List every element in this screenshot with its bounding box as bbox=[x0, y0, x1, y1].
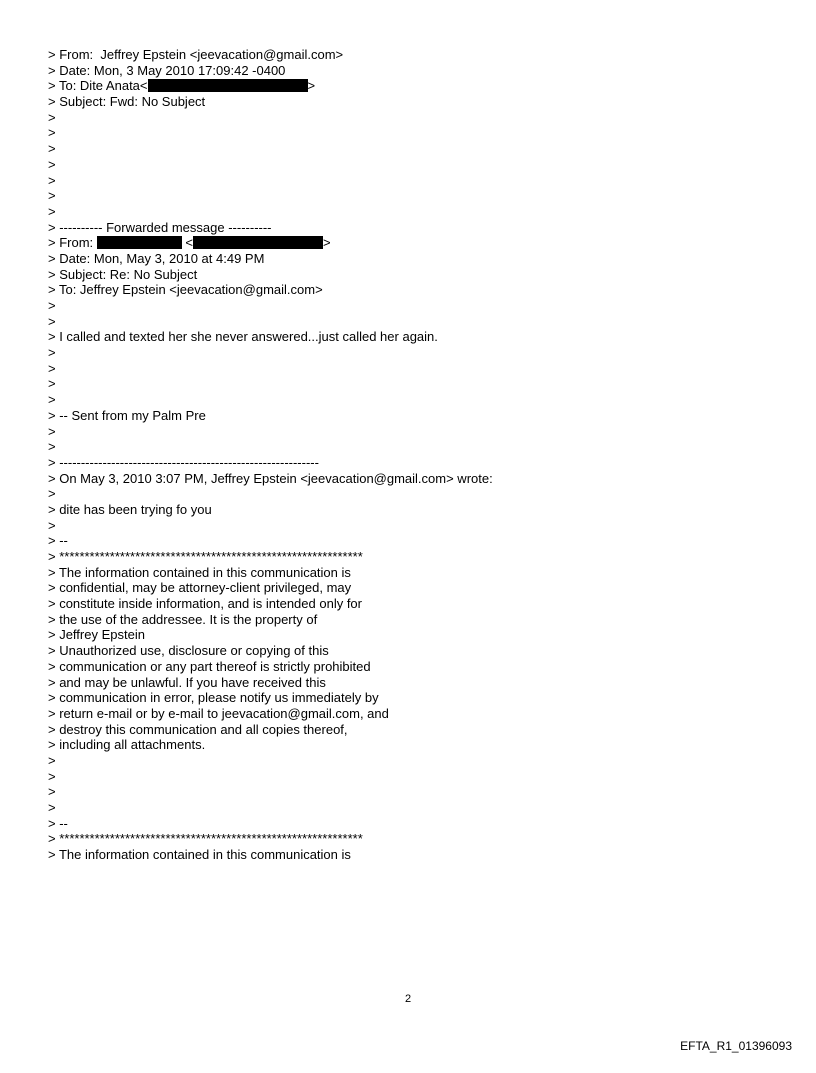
line-text: > dite has been trying fo you bbox=[48, 501, 212, 517]
line-text: > The information contained in this communication is bbox=[48, 847, 351, 863]
line-text: > constitute inside information, and is intended only for bbox=[48, 596, 362, 612]
email-line bbox=[48, 706, 788, 722]
email-line bbox=[48, 345, 788, 361]
document-id: EFTA_R1_01396093 bbox=[680, 1039, 792, 1053]
email-line bbox=[48, 267, 788, 283]
email-line bbox=[48, 580, 788, 596]
line-text: > Subject: Fwd: No Subject bbox=[48, 94, 206, 110]
email-line bbox=[48, 549, 788, 565]
email-line bbox=[48, 675, 788, 691]
line-text: > bbox=[48, 439, 56, 455]
line-text: > bbox=[48, 768, 56, 784]
line-text: > confidential, may be attorney-client privileged, may bbox=[48, 580, 352, 596]
line-text: > ************************************************************ bbox=[48, 549, 363, 564]
email-line bbox=[48, 63, 788, 79]
line-text: > bbox=[48, 752, 56, 768]
email-line bbox=[48, 78, 788, 94]
line-text: > bbox=[48, 345, 56, 361]
line-text: > bbox=[48, 800, 56, 815]
line-text: > bbox=[48, 188, 56, 204]
line-text: > communication or any part thereof is strictly prohibited bbox=[48, 658, 371, 674]
email-line bbox=[48, 455, 788, 471]
email-line bbox=[48, 439, 788, 455]
email-line bbox=[48, 94, 788, 110]
email-line bbox=[48, 125, 788, 141]
email-line bbox=[48, 314, 788, 330]
line-text: > destroy this communication and all copies thereof, bbox=[48, 721, 348, 737]
email-line bbox=[48, 361, 788, 377]
email-line bbox=[48, 518, 788, 534]
line-text: > return e-mail or by e-mail to jeevacation@gmail.com, and bbox=[48, 705, 389, 721]
line-text: > bbox=[48, 109, 56, 125]
line-text: > ------------------------------------------------------------ bbox=[48, 454, 319, 470]
email-line bbox=[48, 753, 788, 769]
email-body bbox=[48, 47, 788, 863]
email-line bbox=[48, 596, 788, 612]
email-line bbox=[48, 298, 788, 314]
line-text: > On May 3, 2010 3:07 PM, Jeffrey Epstein <jeevacation@gmail.com> wrote: bbox=[48, 470, 493, 486]
email-line bbox=[48, 800, 788, 816]
line-text: > bbox=[48, 784, 56, 800]
redaction-block bbox=[193, 236, 323, 249]
line-text: > To: Jeffrey Epstein <jeevacation@gmail.com> bbox=[48, 282, 323, 298]
redaction-block bbox=[97, 236, 182, 249]
line-text: > Jeffrey Epstein bbox=[48, 627, 145, 643]
line-text: > -- bbox=[48, 533, 68, 549]
email-line bbox=[48, 157, 788, 173]
line-text: > the use of the addressee. It is the property of bbox=[48, 611, 318, 627]
line-text: > Date: Mon, 3 May 2010 17:09:42 -0400 bbox=[48, 62, 286, 78]
line-text: > bbox=[48, 392, 56, 408]
email-line bbox=[48, 627, 788, 643]
line-text: > bbox=[48, 313, 56, 329]
line-text: > bbox=[48, 172, 56, 188]
email-line bbox=[48, 784, 788, 800]
line-text: > bbox=[48, 376, 56, 392]
email-line bbox=[48, 486, 788, 502]
line-text: > -- bbox=[48, 815, 68, 831]
line-text: > bbox=[48, 360, 56, 376]
email-line bbox=[48, 282, 788, 298]
line-text: > bbox=[48, 141, 56, 157]
line-text: > bbox=[48, 423, 56, 439]
line-text: > From: bbox=[48, 235, 97, 251]
line-text: > ---------- Forwarded message ---------- bbox=[48, 219, 272, 235]
line-text: > -- Sent from my Palm Pre bbox=[48, 407, 206, 423]
line-text: > communication in error, please notify us immediately by bbox=[48, 690, 379, 706]
email-line bbox=[48, 831, 788, 847]
email-line bbox=[48, 533, 788, 549]
email-line bbox=[48, 502, 788, 518]
line-text: > bbox=[48, 517, 56, 533]
email-line bbox=[48, 471, 788, 487]
line-text: > bbox=[48, 486, 56, 502]
email-line bbox=[48, 769, 788, 785]
line-text: > From: Jeffrey Epstein <jeevacation@gmail.com> bbox=[48, 47, 344, 62]
email-line bbox=[48, 251, 788, 267]
line-text: > Unauthorized use, disclosure or copying of this bbox=[48, 643, 329, 659]
line-text: > bbox=[48, 156, 56, 172]
line-text: > Subject: Re: No Subject bbox=[48, 266, 198, 282]
email-line bbox=[48, 110, 788, 126]
email-line bbox=[48, 816, 788, 832]
email-line bbox=[48, 643, 788, 659]
email-line bbox=[48, 424, 788, 440]
email-line bbox=[48, 392, 788, 408]
email-line bbox=[48, 847, 788, 863]
line-text: > bbox=[48, 298, 56, 313]
email-line bbox=[48, 722, 788, 738]
line-text: > bbox=[48, 125, 56, 141]
email-line bbox=[48, 329, 788, 345]
email-line bbox=[48, 376, 788, 392]
line-text: > The information contained in this communication is bbox=[48, 564, 351, 580]
email-line bbox=[48, 188, 788, 204]
email-line bbox=[48, 737, 788, 753]
line-text: > Date: Mon, May 3, 2010 at 4:49 PM bbox=[48, 250, 265, 266]
email-line bbox=[48, 47, 788, 63]
email-line bbox=[48, 659, 788, 675]
email-line bbox=[48, 612, 788, 628]
line-text: < bbox=[181, 235, 193, 251]
line-text: > and may be unlawful. If you have received this bbox=[48, 674, 326, 690]
line-text: > I called and texted her she never answered...just called her again. bbox=[48, 329, 438, 345]
page-number: 2 bbox=[404, 993, 412, 1005]
email-line bbox=[48, 565, 788, 581]
email-line bbox=[48, 220, 788, 236]
email-line bbox=[48, 408, 788, 424]
line-text: > ************************************************************ bbox=[48, 831, 363, 847]
email-line bbox=[48, 141, 788, 157]
redaction-block bbox=[148, 79, 308, 92]
email-line bbox=[48, 690, 788, 706]
email-line bbox=[48, 204, 788, 220]
email-line bbox=[48, 173, 788, 189]
line-text: > bbox=[322, 235, 331, 251]
line-text: > To: Dite Anata< bbox=[48, 78, 148, 94]
line-text: > bbox=[48, 203, 56, 219]
email-line bbox=[48, 235, 788, 251]
line-text: > including all attachments. bbox=[48, 737, 206, 753]
line-text: > bbox=[307, 78, 316, 94]
